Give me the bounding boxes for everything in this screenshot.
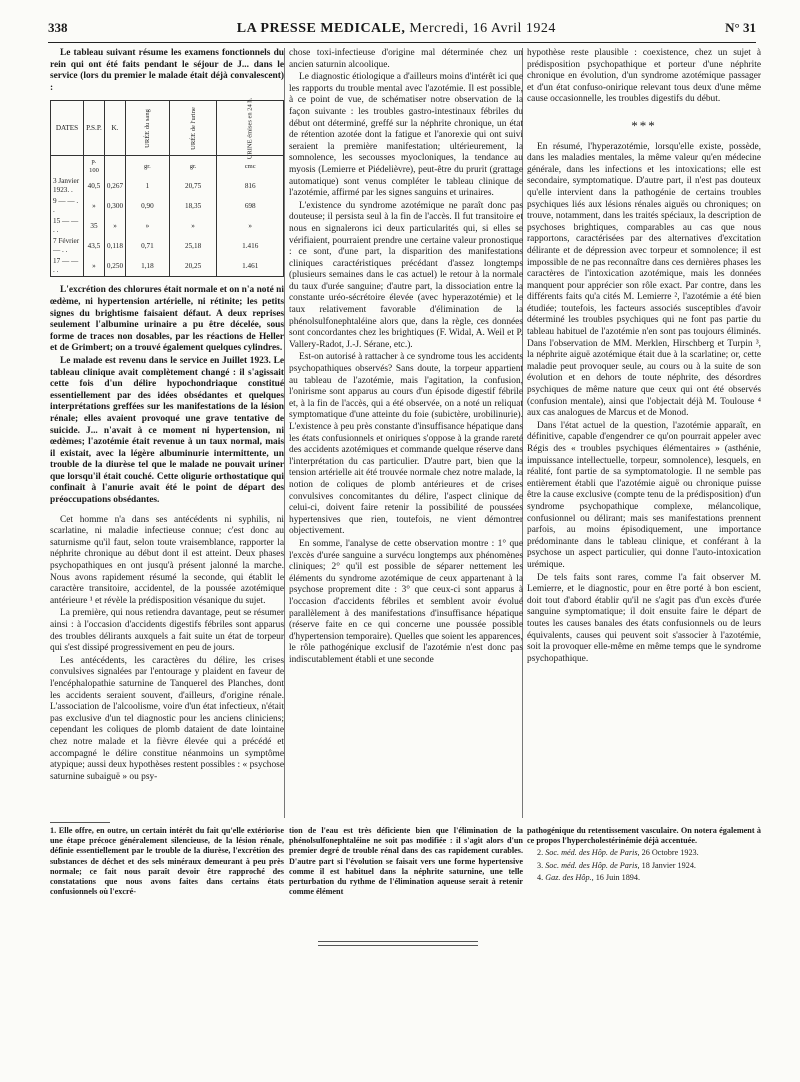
table-header: P.S.P. bbox=[84, 101, 105, 156]
paragraph: Les antécédents, les caractères du délire, les crises convulsives signalées par l'entourage y plaident en faveur de l'encéphalopathie saturnine de Tanquerel des Planches, dont les accidents seraient souvent, d'ailleurs, d'origine rénale. L'association de l'alcoolisme, voire d'un état infectieux, n'était pas exclusive d'un tel diagnostic pour les anciens cliniciens; cependant les coliques de plomb dataient de date lointaine chez notre malade et la fièvre élevée qui a précédé et accompagné le délire constitue néanmoins un symptôme atypique; aussi deux hypothèses restent possibles : « psychose saturnine subaiguë » ou psy- bbox=[50, 655, 284, 782]
table-row bbox=[51, 216, 284, 236]
footnote-reference bbox=[527, 861, 761, 871]
table-cell: cmc bbox=[217, 156, 284, 177]
table-cell: 0,250 bbox=[104, 256, 125, 277]
table-header-label: URÉE du sang bbox=[143, 109, 151, 148]
section-separator: *** bbox=[631, 117, 657, 133]
table-cell: 7 Février — . . bbox=[51, 236, 84, 256]
table-header: K. bbox=[104, 101, 125, 156]
table-cell: » bbox=[126, 216, 170, 236]
paragraph: L'excrétion des chlorures était normale et on n'a noté ni œdème, ni hypertension artérielle, ni rétinite; les petits signes du brightisme faisaient défaut. A deux reprises seulement l'albumine urinaire a pu être décelée, sous forme de traces non dosables, par les réactions de Heller et de Grimbert; on a trouvé également quelques cylindres. bbox=[50, 285, 284, 354]
table-cell: p. 100 bbox=[84, 156, 105, 177]
paragraph: Le malade est revenu dans le service en Juillet 1923. Le tableau clinique avait complètement changé : il s'agissait cette fois d'un délire hypochondriaque constitué essentiellement par des idées obsédantes et quelques interprétations greffées sur les manifestations de la lésion rénale; elles avaient provoqué une grave tentative de suicide. J... n'avait à ce moment ni hypertension, ni œdèmes; l'azotémie était revenue à un taux normal, mais il existait, avec la légère albuminurie intermittente, un trouble de la diurèse tel que le malade ne pouvait uriner que lorsqu'il était couché. Cette oligurie orthostatique qui confinait à l'anurie avait été le point de départ des préoccupations obsédantes. bbox=[50, 355, 284, 506]
table-cell: 43,5 bbox=[84, 236, 105, 256]
table-row bbox=[51, 256, 284, 277]
table-header-row bbox=[51, 101, 284, 156]
footnote-rule bbox=[50, 822, 110, 823]
table-cell: 3 Janvier 1923. . bbox=[51, 176, 84, 196]
table-header bbox=[169, 101, 217, 156]
end-rule bbox=[318, 941, 478, 942]
table-cell: » bbox=[217, 216, 284, 236]
header-rule bbox=[48, 42, 756, 43]
paragraph: L'existence du syndrome azotémique ne paraît donc pas douteuse; il persista seul à la fin de l'accès. Il fut transitoire et nous en signalerons ici deux particularités qui, si elles se vérifiaient, pourraient prendre une certaine valeur pronostique : ce sont, d'une part, la disparition des manifestations cliniques caractéristiques précédant d'assez longtemps (plusieurs semaines dans le cas actuel) le retour à la normale du taux d'urée sanguine; d'autre part, la dissociation entre la constante uréo-sécrétoire élevée (avec hyperazotémie) et le taux relativement favorable d'élimination de la phénolsulfonephtaléine alors que, dans la règle, ces données sont concordantes chez les brightiques (F. Widal, A. Weil et P. Vallery-Radot, J.-J. Sérane, etc.). bbox=[289, 200, 523, 350]
table-cell: 25,18 bbox=[169, 236, 217, 256]
table-cell: 0,90 bbox=[126, 196, 170, 216]
table-cell: 0,300 bbox=[104, 196, 125, 216]
page-number: 338 bbox=[48, 20, 68, 35]
footnote-reference bbox=[527, 848, 761, 858]
footnote-text: tion de l'eau est très déficiente bien que l'élimination de la phénolsulfonephtaléine ne soit pas modifiée : il s'agit alors d'un premier degré de trouble rénal dans des cas rapidement curables. D'autre part si l'évolution se faisait vers une forme hypertensive comme il est habituel dans la néphrite saturnine, une telle perturbation du rythme de l'élimination aqueuse serait à retenir comme élément bbox=[289, 826, 523, 897]
table-header: DATES bbox=[51, 101, 84, 156]
paragraph: La première, qui nous retiendra davantage, peut se résumer ainsi : à l'occasion d'accidents digestifs fébriles sont apparus des troubles délirants auxquels a fait suite un état de torpeur qui s'est dissipé progressivement en peu de jours. bbox=[50, 608, 284, 654]
renal-exam-table bbox=[50, 97, 284, 277]
table-row bbox=[51, 236, 284, 256]
footnote-number: 4. bbox=[537, 872, 544, 882]
footnote-reference bbox=[527, 873, 761, 883]
paragraph: Le tableau suivant résume les examens fonctionnels du rein qui ont été faits pendant le séjour de J... dans le service (lors du premier le malade était déjà convalescent) : bbox=[50, 48, 284, 93]
table-cell bbox=[51, 156, 84, 177]
table-cell: » bbox=[169, 216, 217, 236]
page-header bbox=[48, 20, 756, 42]
paragraph: Dans l'état actuel de la question, l'azotémie apparaît, en définitive, capable d'engendrer ce qu'on pourrait appeler avec Régis des « troubles psychiques élémentaires » (asthénie, impuissance intellectuelle, torpeur, somnolence), lesquels, en réalité, font partie de sa symptomatologie. Il ne semble pas entièrement établi que l'azotémie aiguë ou chronique puisse être la cause exclusive (compte tenu de la prédisposition) d'un syndrome psychopathique complexe, mélancolique, confusionnel ou délirant; mais ses manifestations prennent parfois, au moins épisodiquement, une importance prédominante dans le tableau clinique, et conférant à la psychose un aspect particulier, qui donne l'auto-intoxication urémique. bbox=[527, 420, 761, 570]
paragraph: chose toxi-infectieuse d'origine mal déterminée chez un ancien saturnin alcoolique. bbox=[289, 48, 523, 70]
paragraph: En somme, l'analyse de cette observation montre : 1° que l'excès d'urée sanguine a survécu longtemps aux phénomènes cliniques; 2° qu'il est possible de séparer nettement les éléments du syndrome azotémique de ceux appartenant à la psychose proprement dite : 3° que ceux-ci sont apparus à l'occasion d'accidents fébriles et semblent avoir évolué parallèlement à des manifestations d'insuffisance hépatique (réserve faite en ce qui concerne une poussée possible d'hypertension temporaire). Quelles que soient les apparences, le rôle pathogénique exclusif de l'azotémie n'est donc pas indiscutablement établi et une seconde bbox=[289, 538, 523, 665]
masthead bbox=[237, 21, 556, 37]
table-cell: 20,25 bbox=[169, 256, 217, 277]
reference-date: 26 Octobre 1923. bbox=[641, 848, 699, 858]
table-cell: 1.461 bbox=[217, 256, 284, 277]
table-cell: 816 bbox=[217, 176, 284, 196]
table-cell: 0,71 bbox=[126, 236, 170, 256]
footnote-1-continued bbox=[289, 826, 523, 899]
table-cell: gr. bbox=[169, 156, 217, 177]
table-cell: 1.416 bbox=[217, 236, 284, 256]
table-header-label: URÉE de l'urine bbox=[189, 107, 197, 150]
paragraph: De tels faits sont rares, comme l'a fait observer M. Lemierre, et le diagnostic, pour en être porté à bon escient, doit tout d'abord établir qu'il ne s'agit pas d'un excès d'urée sanguine symptomatique; il doit ensuite faire le départ de toutes les causes banales des états confusionnels ou de leurs équivalents, causes qui peuvent soit s'associer à l'azotémie, soit la provoquer elle-même en même temps que le syndrome psychopathique. bbox=[527, 572, 761, 664]
reference-source: Soc. méd. des Hôp. de Paris, bbox=[545, 860, 640, 870]
table-cell: 1 bbox=[126, 176, 170, 196]
footnote-1 bbox=[50, 826, 284, 899]
reference-source: Gaz. des Hôp., bbox=[545, 872, 594, 882]
footnote-text: 1. Elle offre, en outre, un certain intérêt du fait qu'elle extériorise une étape précoce généralement silencieuse, de la lésion rénale, définie essentiellement par le trouble de la diurèse, l'excrétion des substances de déchet et des sels minéraux demeurant à peu près normale; ce fait nous paraît devoir être rapproché des constatations que nous avons faites dans certains états confusionnels où l'excré- bbox=[50, 826, 284, 897]
issue-number: N° 31 bbox=[725, 20, 756, 35]
column-3 bbox=[527, 48, 761, 816]
column-2 bbox=[289, 48, 523, 816]
reference-source: Soc. méd. des Hôp. de Paris, bbox=[545, 848, 640, 858]
table-cell: 1,18 bbox=[126, 256, 170, 277]
column-divider bbox=[284, 48, 285, 818]
reference-date: 16 Juin 1894. bbox=[595, 872, 641, 882]
table-cell: 18,35 bbox=[169, 196, 217, 216]
paragraph: Est-on autorisé à rattacher à ce syndrome tous les accidents psychopathiques observés? Sans doute, la torpeur appartient au tableau de l'azotémie, mais l'agitation, la confusion, l'onirisme sont apparus au cours d'un épisode digestif fébrile et, à la fin de l'accès, qui a été observée, on a noté un reliquat symptomatique d'une atteinte du foie (subictère, urobilinurie). L'existence à peu près constante d'insuffisance hépatique dans les états confusionnels et oniriques s'oppose à la grande rareté des accidents azotémiques et commande quelque réserve dans l'interprétation du cas particulier. D'autre part, bien que la tension artérielle ait été trouvée normale chez notre malade, la notion de coliques de plomb antérieures et de crises convulsives concomitantes du délire, l'aspect clinique de celui-ci, doivent faire retenir la possibilité de poussées hypertensives que rien, toutefois, ne vient démontrer objectivement. bbox=[289, 352, 523, 537]
table-header-label: URINE émises en 24 h. bbox=[246, 97, 254, 160]
table-cell: 15 — — . . bbox=[51, 216, 84, 236]
table-cell: 0,267 bbox=[104, 176, 125, 196]
paragraph: hypothèse reste plausible : coexistence, chez un sujet à prédisposition psychopathique et porteur d'une néphrite chronique en évolution, d'un syndrome azotémique passager et d'un état confuso-onirique relevant tous deux d'une même cause occasionnelle, les troubles digestifs du début. bbox=[527, 48, 761, 105]
table-cell: 35 bbox=[84, 216, 105, 236]
table-cell: » bbox=[84, 256, 105, 277]
footnotes-references bbox=[527, 826, 761, 885]
table-row bbox=[51, 176, 284, 196]
paragraph: Cet homme n'a dans ses antécédents ni syphilis, ni scarlatine, ni maladie infectieuse connue; c'est donc au saturnisme qu'il faut, selon toute vraisemblance, rapporter la néphrite chronique au début dont il est atteint. Deux phases psychopathiques en ont jusqu'à présent jalonné la marche. Nous avons rapidement résumé la seconde, qui établit le caractère transitoire, accidentel, de la poussée azotémique antérieure ¹ et révèle la prédisposition vésanique du sujet. bbox=[50, 514, 284, 606]
footnote-number: 2. bbox=[537, 848, 544, 858]
table-cell: » bbox=[84, 196, 105, 216]
end-rule bbox=[318, 945, 478, 946]
table-cell: 0,118 bbox=[104, 236, 125, 256]
table-cell: 9 — — . . bbox=[51, 196, 84, 216]
reference-date: 18 Janvier 1924. bbox=[641, 860, 696, 870]
issue-date: Mercredi, 16 Avril 1924 bbox=[409, 21, 556, 36]
table-row bbox=[51, 196, 284, 216]
table-cell bbox=[104, 156, 125, 177]
table-cell: » bbox=[104, 216, 125, 236]
table-cell: 17 — — . . bbox=[51, 256, 84, 277]
table-cell: gr. bbox=[126, 156, 170, 177]
table-header bbox=[126, 101, 170, 156]
paragraph: Le diagnostic étiologique a d'ailleurs moins d'intérêt ici que les rapports du trouble mental avec l'azotémie. Il est possible, à ce point de vue, de schématiser notre observation de la façon suivante : les troubles gastro-intestinaux fébriles du début ont déterminé, greffé sur la néphrite chronique, un état de rétention azotée dont la fatigue et l'anorexie qui ont suivi seraient la première manifestation; ultérieurement, la somnolence, les secousses myocloniques, la tendance au myosis (Lemierre et Piédelièvre), peut-être du prurit (grattage automatique) sont venus compléter le tableau clinique de l'azotémie, affirmé par les signes sanguins et urinaires. bbox=[289, 72, 523, 199]
column-1 bbox=[50, 48, 284, 816]
journal-title: LA PRESSE MEDICALE, bbox=[236, 21, 406, 36]
table-cell: 698 bbox=[217, 196, 284, 216]
footnote-text: pathogénique du retentissement vasculaire. On notera également à ce propos l'hypercholestérinémie déjà accentuée. bbox=[527, 826, 761, 846]
paragraph: En résumé, l'hyperazotémie, lorsqu'elle existe, possède, dans les maladies mentales, la même valeur qu'en médecine générale, dans les infections et les intoxications; elle est secondaire, symptomatique. D'autre part, il n'est pas douteux qu'elle intervient dans la pathogénie de certains troubles psychiques liés aux lésions rénales aiguës ou chroniques; on trouve, notamment, dans les traités spéciaux, la description de psychoses brightiques, comparables au cas que nous rapportons, caractérisées par des alternatives d'excitation délirante et de dépression avec torpeur et somnolence; il est impossible de ne pas reconnaître dans ces dernières phases les caractères de l'intoxication azotémique, mais les données manquent pour apprécier son rôle exact. Par contre, dans les différents faits qu'a cités M. Lemierre ², l'azotémie a été bien étudiée; toutefois, les facteurs associés susceptibles d'avoir déterminé les troubles psychiques qui ne font pas partie du tableau habituel de l'azotémie n'en sont pas toujours éliminés. Dans l'observation de MM. Merklen, Hirschberg et Turpin ³, la néphrite aiguë azotémique était due à la scarlatine; or, cette maladie peut provoquer seule, au cours ou à la suite de son évolution et en dehors de toute néphrite, des désordres psychiques de même nature que ceux qui ont été observés (confusion mentale), ainsi que l'objectait déjà M. Toulouse ⁴ aux cas analogues de Marcus et de Monod. bbox=[527, 141, 761, 419]
table-header bbox=[217, 97, 284, 160]
footnote-number: 3. bbox=[537, 860, 544, 870]
table-cell: 20,75 bbox=[169, 176, 217, 196]
table-cell: 40,5 bbox=[84, 176, 105, 196]
